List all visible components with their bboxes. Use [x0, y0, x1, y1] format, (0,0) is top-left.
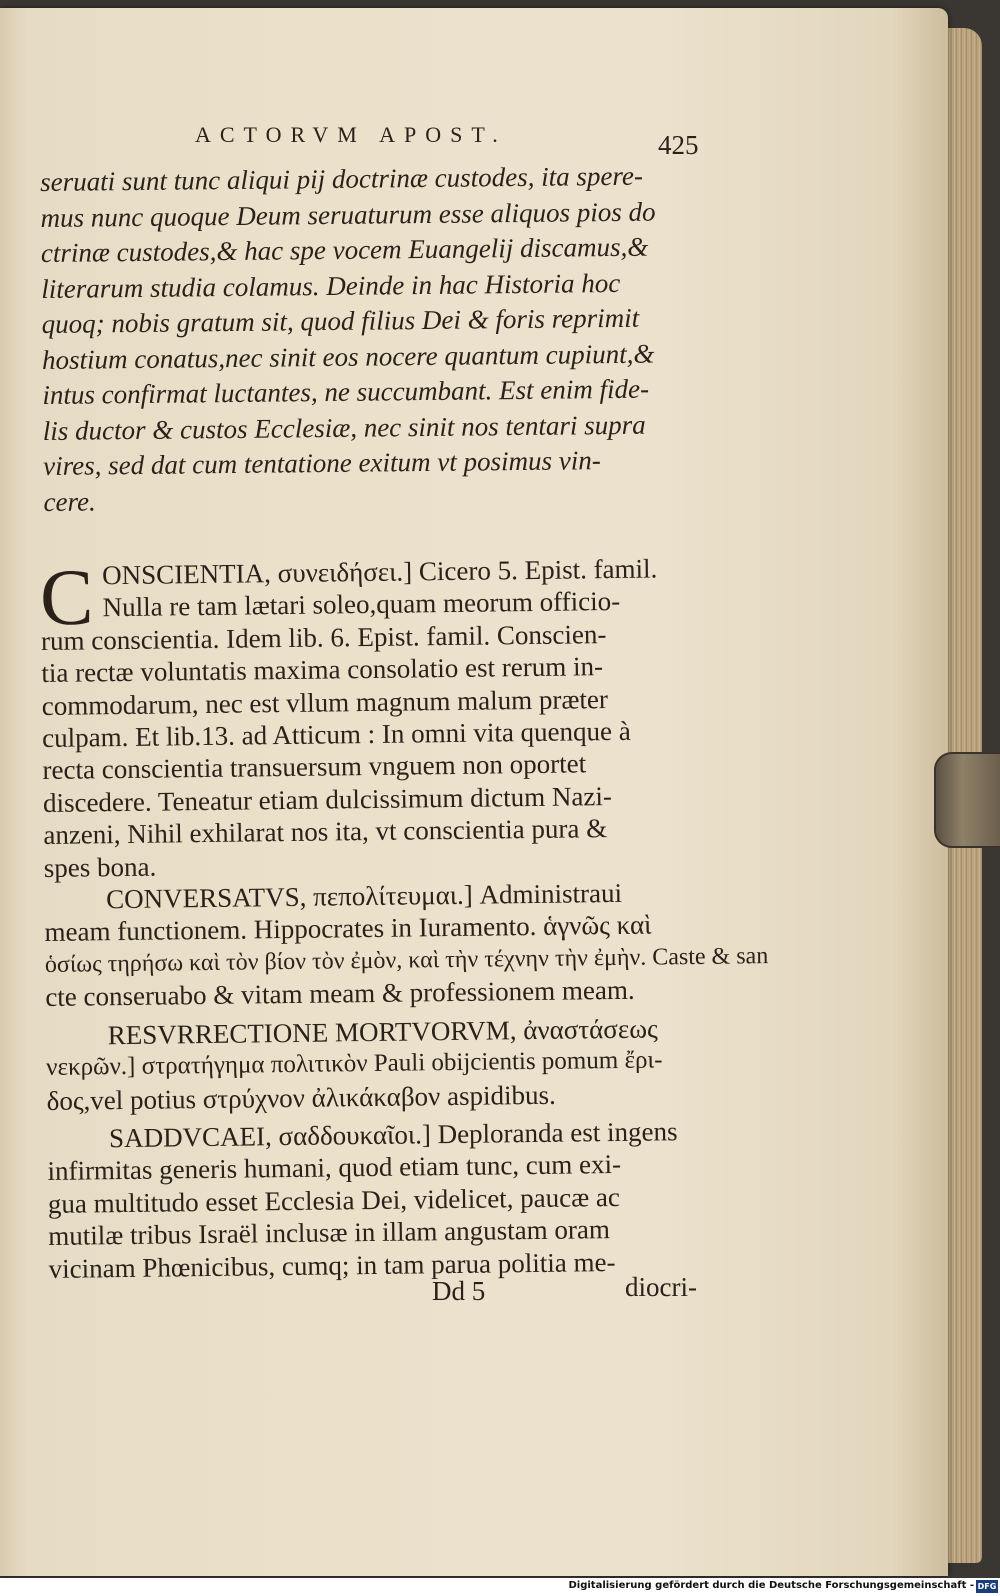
text-line: culpam. Et lib.13. ad Atticum : In omni vita quenque à — [41, 715, 631, 754]
text-line: hostium conatus,nec sinit eos nocere quantum cupiunt,& — [41, 338, 655, 375]
text-line: commodarum, nec est vllum magnum malum præter — [41, 683, 609, 721]
text-line: ctrinæ custodes,& hac spe vocem Euangelij discamus,& — [40, 231, 649, 268]
text-line: intus confirmat luctantes, ne succumbant. Est enim fide- — [42, 373, 650, 410]
text-line: seruati sunt tunc aliqui pij doctrinæ custodes, ita spere- — [40, 160, 644, 197]
text-line: RESVRRECTIONE MORTVORVM, ἀναστάσεως — [107, 1013, 658, 1050]
book-clasp — [934, 752, 1000, 848]
digitization-credit: Digitalisierung gefördert durch die Deutsche Forschungsgemeinschaft - — [568, 1580, 974, 1591]
text-line: meam functionem. Hippocrates in Iuramento. ἁγνῶς καὶ — [44, 910, 652, 948]
text-line: discedere. Teneatur etiam dulcissimum dictum Nazi- — [42, 780, 613, 818]
text-line: quoq; nobis gratum sit, quod filius Dei & foris reprimit — [41, 302, 640, 339]
text-line: vicinam Phœnicibus, cumq; in tam parua politia me- — [48, 1246, 616, 1284]
text-line: mutilæ tribus Israël inclusæ in illam angustam oram — [48, 1214, 611, 1252]
text-line: anzeni, Nihil exhilarat nos ita, vt conscientia pura & — [43, 813, 608, 851]
catchword: diocri- — [625, 1272, 697, 1302]
text-line: ONSCIENTIA, συνειδήσει.] Cicero 5. Epist. famil. — [102, 553, 658, 591]
text-line: Nulla re tam lætari soleo,quam meorum officio- — [102, 586, 621, 623]
text-line: infirmitas generis humani, quod etiam tunc, cum exi- — [47, 1149, 622, 1187]
text-line: literarum studia colamus. Deinde in hac Historia hoc — [41, 267, 621, 304]
drop-cap: C — [39, 553, 94, 643]
text-line: recta conscientia transuersum vnguem non oportet — [42, 748, 587, 786]
text-line: gua multitudo esset Ecclesia Dei, videlicet, paucæ ac — [47, 1181, 621, 1219]
italic-paragraph — [40, 158, 734, 520]
text-line: νεκρῶν.] στρατήγημα πολιτικὸν Pauli obijcientis pomum ἔρι- — [46, 1046, 663, 1082]
text-line: cte conseruabo & vitam meam & professionem meam. — [45, 975, 635, 1013]
signature-mark: Dd 5 — [432, 1276, 486, 1306]
text-line: cere. — [43, 485, 96, 517]
page-number: 425 — [658, 130, 699, 160]
roman-paragraphs — [40, 552, 769, 1285]
text-line: SADDVCAEI, σαδδουκαῖοι.] Deploranda est ingens — [108, 1116, 678, 1154]
text-line: mus nunc quoque Deum seruaturum esse aliquos pios do — [40, 196, 656, 233]
text-line: vires, sed dat cum tentatione exitum vt posimus vin- — [42, 445, 601, 481]
text-line: spes bona. — [43, 851, 157, 883]
text-line: rum conscientia. Idem lib. 6. Epist. famil. Conscien- — [40, 618, 607, 656]
text-line: δος,vel potius στρύχνον ἀλικάκαβον aspidibus. — [46, 1079, 556, 1116]
text-line: CONVERSATVS, πεπολίτευμαι.] Administraui — [105, 877, 623, 915]
text-line: tia rectæ voluntatis maxima consolatio est rerum in- — [41, 651, 604, 689]
dfg-logo: DFG — [977, 1582, 997, 1591]
running-head: ACTORVM APOST. — [195, 122, 507, 147]
text-line: lis ductor & custos Ecclesiæ, nec sinit nos tentari supra — [42, 409, 646, 446]
text-line: ὁσίως τηρήσω καὶ τὸν βίον τὸν ἐμὸν, καὶ τὴν τέχνην τὴν ἐμὴν. Caste & san — [44, 943, 769, 978]
